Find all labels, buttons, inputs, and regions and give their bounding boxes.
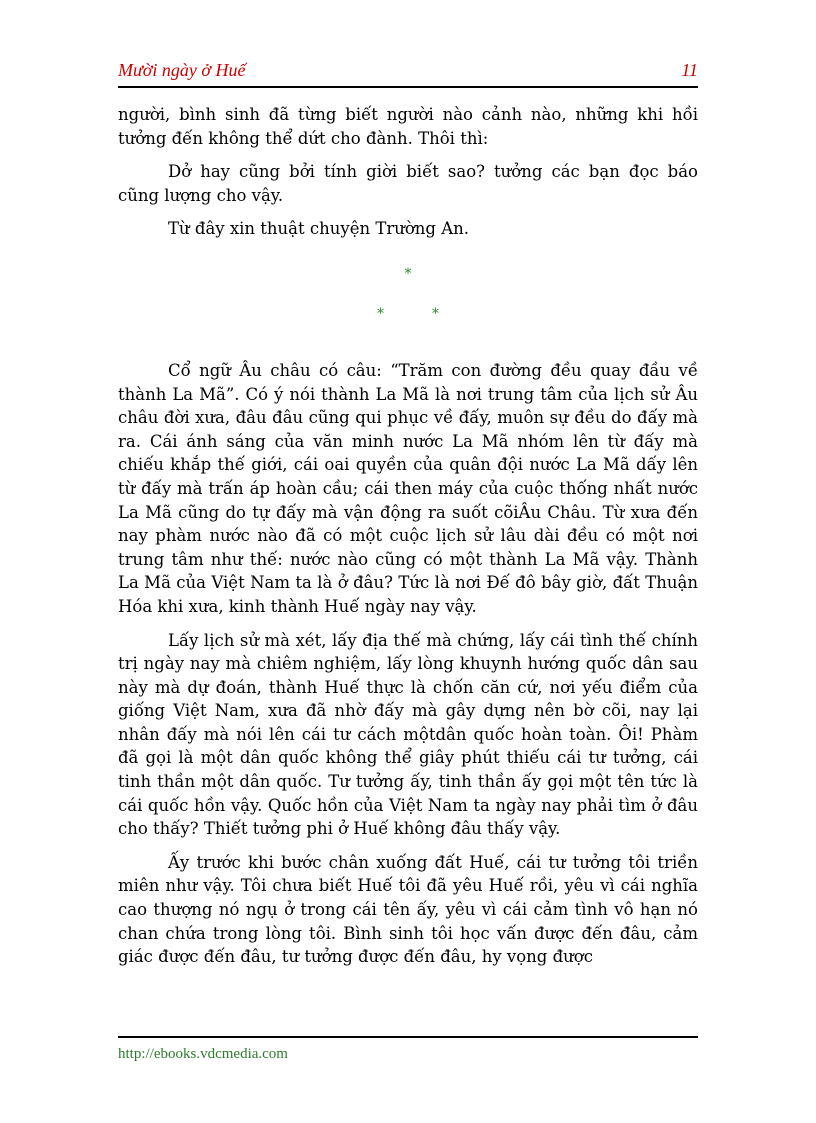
separator-star: * [432, 305, 439, 322]
separator-star: * [377, 305, 384, 322]
separator-star: * [404, 265, 412, 282]
footer-link[interactable]: http://ebooks.vdcmedia.com [118, 1046, 288, 1062]
page-content [118, 103, 698, 979]
paragraph: Từ đây xin thuật chuyện Trường An. [168, 219, 470, 239]
paragraph: Dở hay cũng bởi tính giời biết sao? tưởng các bạn đọc báo cũng lượng cho vậy. [118, 162, 698, 205]
page-header [118, 60, 698, 88]
section-separator-bottom [118, 303, 698, 327]
paragraph: Cổ ngữ Âu châu có câu: “Trăm con đường đều quay đầu về thành La Mã”. Có ý nói thành La Mã là nơi trung tâm của lịch sử Âu châu đời xưa, đâu đâu cũng qui phục về đấy, muôn sự đều do đấy mà ra. Cái ánh sáng của văn minh nước La Mã nhóm lên từ đấy mà chiếu khắp thế giới, cái oai quyền của quân đội nước La Mã dấy lên từ đấy mà trấn áp hoàn cầu; cái then máy của cuộc thống nhất nước La Mã cũng do tự đấy mà vận động ra suốt cõiÂu Châu. Từ xưa đến nay phàm nước nào đã có một cuộc lịch sử lâu dài đều có một nơi trung tâm như thế: nước nào cũng có một thành La Mã vậy. Thành La Mã của Việt Nam ta là ở đâu? Tức là nơi Đế đô bây giờ, đất Thuận Hóa khi xưa, kinh thành Huế ngày nay vậy. [118, 360, 698, 616]
page-footer [118, 1036, 698, 1062]
book-title: Mười ngày ở Huế [118, 60, 246, 80]
paragraph: Lấy lịch sử mà xét, lấy địa thế mà chứng, lấy cái tình thế chính trị ngày nay mà chiêm nghiệm, lấy lòng khuynh hướng quốc dân sau này mà dự đoán, thành Huế thực là chốn căn cứ, nơi yếu điểm của giống Việt Nam, xưa đã nhờ đấy mà gây dựng nên bờ cõi, nay lại nhân đấy mà nói lên cái tư cách mộtdân quốc hoàn toàn. Ôi! Phàm đã gọi là một dân quốc không thể giây phút thiếu cái tư tưởng, cái tinh thần một dân quốc. Tư tưởng ấy, tinh thần ấy gọi một tên tức là cái quốc hồn vậy. Quốc hồn của Việt Nam ta ngày nay phải tìm ở đâu cho thấy? Thiết tưởng phi ở Huế không đâu thấy vậy. [118, 630, 698, 839]
paragraph-continuation: người, bình sinh đã từng biết người nào cảnh nào, những khi hồi tưởng đến không thể dứt cho đành. Thôi thì: [118, 105, 698, 148]
paragraph: Ấy trước khi bước chân xuống đất Huế, cái tư tưởng tôi triền miên như vậy. Tôi chưa biết Huế tôi đã yêu Huế rồi, yêu vì cái nghĩa cao thượng nó ngụ ở trong cái tên ấy, yêu vì cái cảm tình vô hạn nó chan chứa trong lòng tôi. Bình sinh tôi học vấn được đến đâu, cảm giác được đến đâu, tư tưởng được đến đâu, hy vọng được [118, 852, 698, 967]
section-separator-top [118, 263, 698, 287]
page-number: 11 [681, 60, 698, 80]
